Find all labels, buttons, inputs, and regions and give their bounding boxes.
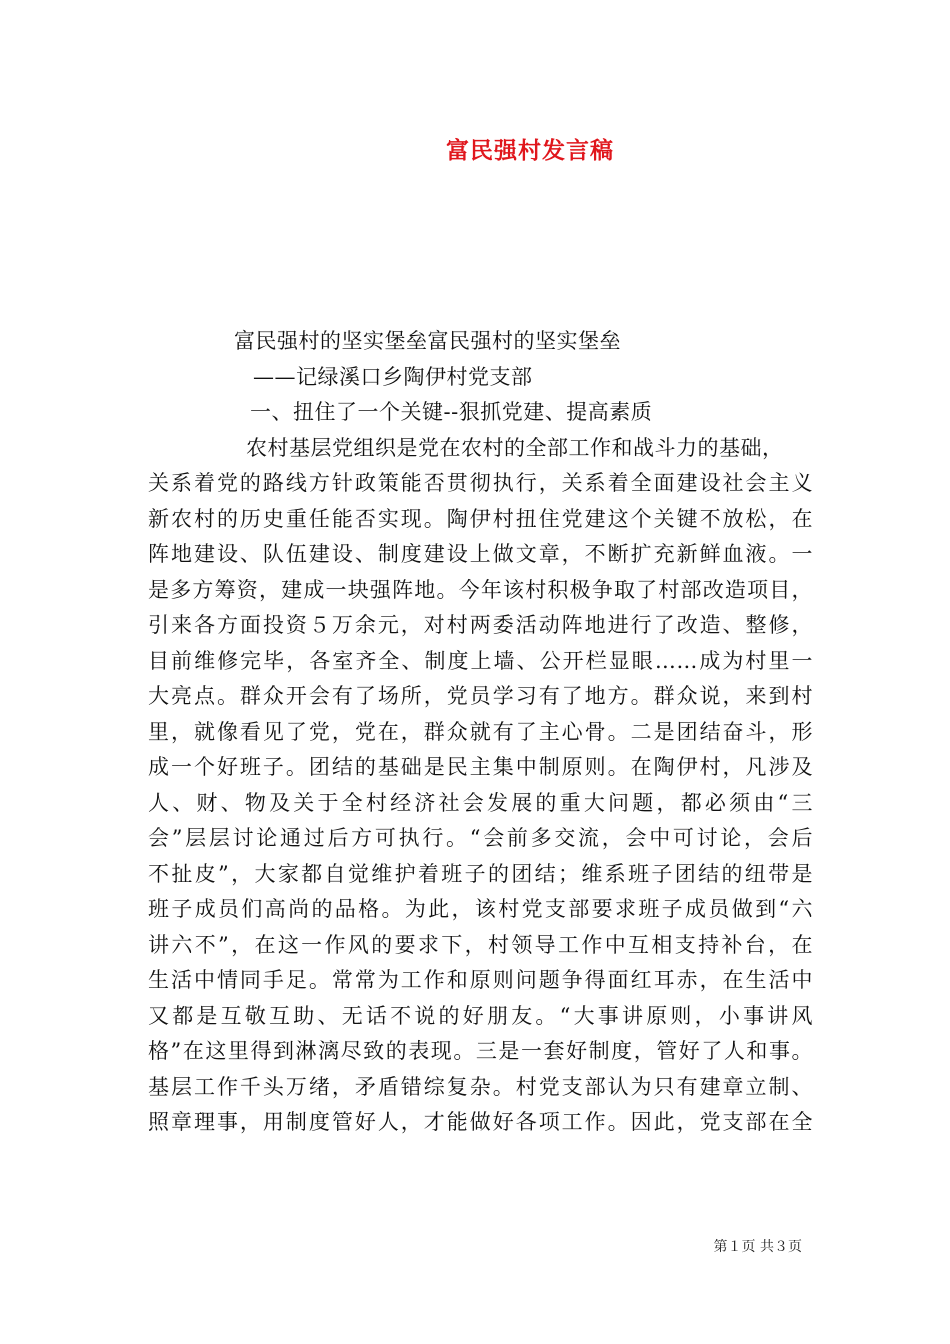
section-heading: 一、扭住了一个关键--狠抓党建、提高素质 — [250, 400, 653, 424]
paragraph-line: 班子成员们高尚的品格。为此，该村党支部要求班子成员做到“六 — [148, 897, 813, 921]
document-title: 富民强村发言稿 — [446, 137, 614, 164]
document-body — [148, 324, 813, 1141]
paragraph-line: 里，就像看见了党，党在，群众就有了主心骨。二是团结奋斗，形 — [148, 719, 813, 744]
paragraph-line: 不扯皮”，大家都自觉维护着班子的团结；维系班子团结的纽带是 — [148, 861, 813, 886]
paragraph-line: 照章理事，用制度管好人，才能做好各项工作。因此，党支部在全 — [148, 1110, 813, 1134]
paragraph-line: 目前维修完毕，各室齐全、制度上墙、公开栏显眼……成为村里一 — [148, 648, 813, 673]
byline: ——记绿溪口乡陶伊村党支部 — [253, 364, 533, 389]
paragraph-line: 农村基层党组织是党在农村的全部工作和战斗力的基础， — [246, 435, 784, 460]
paragraph-line: 生活中情同手足。常常为工作和原则问题争得面红耳赤，在生活中 — [148, 968, 813, 992]
paragraph-line: 又都是互敬互助、无话不说的好朋友。“大事讲原则，小事讲风 — [148, 1003, 813, 1028]
paragraph-line: 成一个好班子。团结的基础是民主集中制原则。在陶伊村，凡涉及 — [148, 755, 813, 779]
paragraph-line: 格”在这里得到淋漓尽致的表现。三是一套好制度，管好了人和事。 — [148, 1039, 813, 1063]
paragraph-line: 阵地建设、队伍建设、制度建设上做文章，不断扩充新鲜血液。一 — [148, 542, 813, 566]
page-number: 第１页 共３页 — [713, 1239, 802, 1255]
paragraph-line: 引来各方面投资５万余元，对村两委活动阵地进行了改造、整修， — [148, 613, 813, 637]
paragraph-line: 讲六不”，在这一作风的要求下，村领导工作中互相支持补台，在 — [148, 932, 813, 957]
paragraph-line: 大亮点。群众开会有了场所，党员学习有了地方。群众说，来到村 — [148, 684, 813, 708]
paragraph-line: 新农村的历史重任能否实现。陶伊村扭住党建这个关键不放松，在 — [148, 506, 813, 531]
paragraph-line: 基层工作千头万绪，矛盾错综复杂。村党支部认为只有建章立制、 — [148, 1074, 813, 1099]
paragraph-line: 人、财、物及关于全村经济社会发展的重大问题，都必须由“三 — [148, 790, 813, 815]
paragraph-line: 会”层层讨论通过后方可执行。“会前多交流，会中可讨论，会后 — [148, 826, 813, 850]
paragraph-line: 是多方筹资，建成一块强阵地。今年该村积极争取了村部改造项目， — [148, 577, 813, 602]
subtitle: 富民强村的坚实堡垒富民强村的坚实堡垒 — [234, 329, 621, 353]
paragraph-line: 关系着党的路线方针政策能否贯彻执行，关系着全面建设社会主义 — [148, 471, 813, 495]
